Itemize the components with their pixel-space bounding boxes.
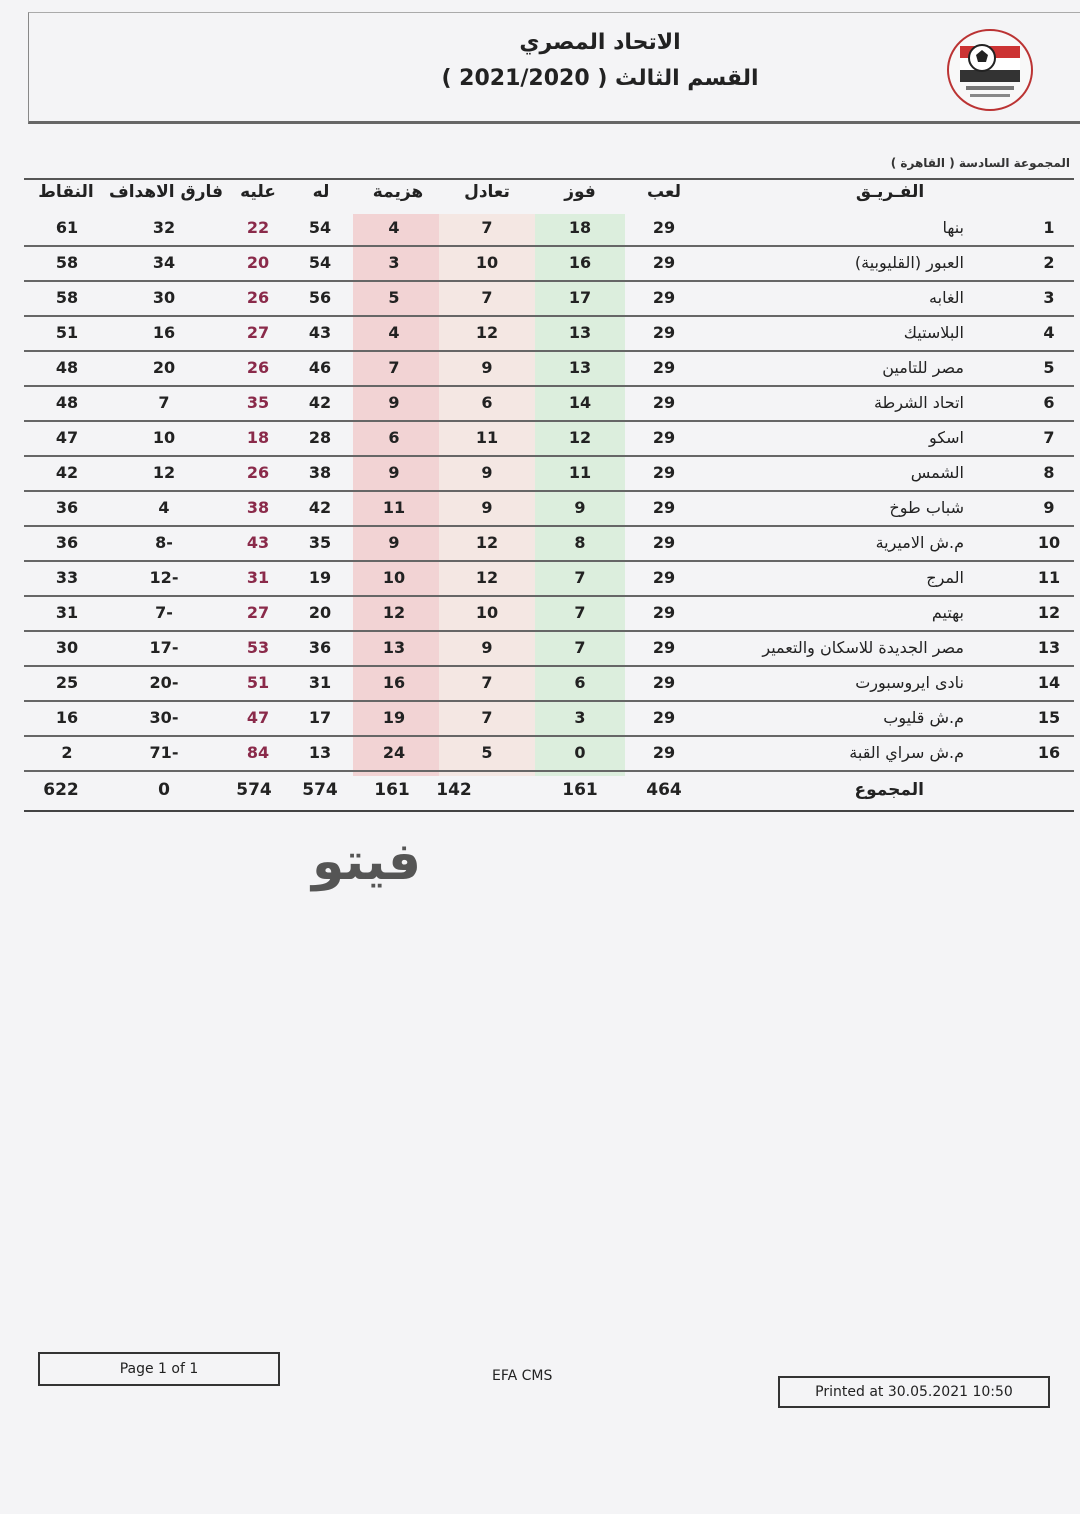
cell-gd: 12: [152, 463, 176, 482]
table-row: [24, 247, 1074, 282]
cell-team: المرج: [926, 568, 964, 587]
cell-for: 35: [308, 533, 332, 552]
cell-against: 18: [246, 428, 270, 447]
cell-team: نادى ايروسبورت: [855, 673, 964, 692]
cell-for: 54: [308, 253, 332, 272]
cell-draw: 12: [475, 533, 499, 552]
totals-for: 574: [302, 780, 338, 800]
cell-played: 29: [652, 463, 676, 482]
cell-gd: 7-: [155, 603, 173, 622]
printed-timestamp: Printed at 30.05.2021 10:50: [778, 1376, 1050, 1408]
cell-gd: 20: [152, 358, 176, 377]
cell-rank: 16: [1037, 743, 1061, 762]
cell-gd: 71-: [149, 743, 179, 762]
cell-against: 22: [246, 218, 270, 237]
cell-played: 29: [652, 253, 676, 272]
cell-pts: 33: [55, 568, 79, 587]
cell-lost: 10: [382, 568, 406, 587]
cell-pts: 25: [55, 673, 79, 692]
cell-won: 12: [568, 428, 592, 447]
page-title: الاتحاد المصري: [519, 30, 681, 55]
cell-lost: 5: [388, 288, 400, 307]
cell-draw: 10: [475, 603, 499, 622]
cell-lost: 24: [382, 743, 406, 762]
cell-rank: 6: [1043, 393, 1055, 412]
cell-against: 27: [246, 603, 270, 622]
cell-rank: 11: [1037, 568, 1061, 587]
cell-for: 46: [308, 358, 332, 377]
cell-team: العبور (القليوبية): [854, 253, 964, 272]
cell-played: 29: [652, 288, 676, 307]
col-header-draw: تعادل: [464, 182, 510, 202]
totals-won: 161: [562, 780, 598, 800]
cell-for: 38: [308, 463, 332, 482]
totals-goal-diff: 0: [158, 780, 170, 800]
cell-draw: 9: [481, 358, 493, 377]
cell-rank: 10: [1037, 533, 1061, 552]
cell-pts: 61: [55, 218, 79, 237]
cell-pts: 16: [55, 708, 79, 727]
efa-logo-icon: [946, 28, 1034, 112]
table-row: [24, 737, 1074, 772]
cell-won: 6: [574, 673, 586, 692]
cell-against: 43: [246, 533, 270, 552]
cell-team: بنها: [942, 218, 964, 237]
table-row: [24, 212, 1074, 247]
totals-draw: 142: [436, 780, 472, 800]
table-row: [24, 562, 1074, 597]
cell-played: 29: [652, 673, 676, 692]
cell-for: 19: [308, 568, 332, 587]
cell-won: 13: [568, 358, 592, 377]
cell-for: 56: [308, 288, 332, 307]
cell-played: 29: [652, 603, 676, 622]
cell-pts: 36: [55, 533, 79, 552]
cell-played: 29: [652, 428, 676, 447]
totals-points: 622: [43, 780, 79, 800]
cell-against: 84: [246, 743, 270, 762]
cell-draw: 9: [481, 638, 493, 657]
totals-against: 574: [236, 780, 272, 800]
cell-team: الشمس: [910, 463, 964, 482]
cell-lost: 19: [382, 708, 406, 727]
cell-won: 0: [574, 743, 586, 762]
col-header-points: النقاط: [38, 182, 94, 202]
cell-pts: 36: [55, 498, 79, 517]
cell-against: 26: [246, 288, 270, 307]
cell-played: 29: [652, 743, 676, 762]
cell-lost: 4: [388, 218, 400, 237]
cell-for: 54: [308, 218, 332, 237]
cell-draw: 7: [481, 288, 493, 307]
cell-for: 43: [308, 323, 332, 342]
cell-rank: 1: [1043, 218, 1055, 237]
cell-draw: 12: [475, 568, 499, 587]
cell-gd: 4: [158, 498, 170, 517]
cell-against: 26: [246, 358, 270, 377]
cell-won: 13: [568, 323, 592, 342]
cell-draw: 9: [481, 463, 493, 482]
cell-played: 29: [652, 393, 676, 412]
cell-gd: 32: [152, 218, 176, 237]
cell-won: 16: [568, 253, 592, 272]
cell-gd: 8-: [155, 533, 173, 552]
cell-team: اسكو: [929, 428, 964, 447]
cell-team: مصر الجديدة للاسكان والتعمير: [762, 638, 964, 657]
group-label: المجموعة السادسة ( القاهرة ): [890, 156, 1070, 170]
cell-rank: 8: [1043, 463, 1055, 482]
cell-lost: 6: [388, 428, 400, 447]
cell-won: 17: [568, 288, 592, 307]
cell-draw: 12: [475, 323, 499, 342]
table-row: [24, 387, 1074, 422]
cell-played: 29: [652, 218, 676, 237]
cell-rank: 13: [1037, 638, 1061, 657]
watermark: فيتو: [312, 832, 422, 892]
cell-played: 29: [652, 568, 676, 587]
cell-pts: 30: [55, 638, 79, 657]
cell-draw: 10: [475, 253, 499, 272]
table-row: [24, 702, 1074, 737]
cell-pts: 48: [55, 393, 79, 412]
cell-rank: 3: [1043, 288, 1055, 307]
table-row: [24, 632, 1074, 667]
cell-for: 28: [308, 428, 332, 447]
cell-won: 9: [574, 498, 586, 517]
cell-rank: 7: [1043, 428, 1055, 447]
cell-draw: 7: [481, 673, 493, 692]
cell-played: 29: [652, 498, 676, 517]
table-row: [24, 422, 1074, 457]
totals-played: 464: [646, 780, 682, 800]
cell-won: 14: [568, 393, 592, 412]
cell-against: 26: [246, 463, 270, 482]
cell-team: اتحاد الشرطة: [873, 393, 964, 412]
cell-played: 29: [652, 708, 676, 727]
cell-played: 29: [652, 533, 676, 552]
cell-pts: 47: [55, 428, 79, 447]
cell-lost: 4: [388, 323, 400, 342]
cell-won: 8: [574, 533, 586, 552]
totals-lost: 161: [374, 780, 410, 800]
page-indicator: Page 1 of 1: [38, 1352, 280, 1386]
cell-draw: 9: [481, 498, 493, 517]
cell-against: 27: [246, 323, 270, 342]
table-row: [24, 597, 1074, 632]
cell-gd: 12-: [149, 568, 179, 587]
cell-pts: 42: [55, 463, 79, 482]
totals-row: [24, 776, 1074, 812]
cell-rank: 12: [1037, 603, 1061, 622]
cell-draw: 7: [481, 708, 493, 727]
cell-gd: 34: [152, 253, 176, 272]
cell-team: البلاستيك: [903, 323, 964, 342]
cell-team: م.ش قليوب: [883, 708, 964, 727]
col-header-for: له: [312, 182, 330, 202]
cell-won: 7: [574, 603, 586, 622]
cell-draw: 5: [481, 743, 493, 762]
cell-lost: 9: [388, 393, 400, 412]
cell-lost: 12: [382, 603, 406, 622]
table-row: [24, 527, 1074, 562]
cell-draw: 7: [481, 218, 493, 237]
cell-gd: 20-: [149, 673, 179, 692]
cell-for: 36: [308, 638, 332, 657]
cell-against: 35: [246, 393, 270, 412]
cell-gd: 10: [152, 428, 176, 447]
cell-pts: 31: [55, 603, 79, 622]
cell-won: 3: [574, 708, 586, 727]
cell-won: 7: [574, 638, 586, 657]
cell-draw: 11: [475, 428, 499, 447]
cell-for: 13: [308, 743, 332, 762]
table-row: [24, 667, 1074, 702]
cell-against: 51: [246, 673, 270, 692]
cell-lost: 11: [382, 498, 406, 517]
cell-lost: 3: [388, 253, 400, 272]
cell-gd: 7: [158, 393, 170, 412]
totals-label: المجموع: [854, 780, 924, 800]
cell-won: 7: [574, 568, 586, 587]
table-row: [24, 317, 1074, 352]
cell-gd: 17-: [149, 638, 179, 657]
cell-team: مصر للتامين: [882, 358, 964, 377]
col-header-played: لعب: [647, 182, 681, 202]
cell-team: م.ش الاميرية: [875, 533, 964, 552]
table-row: [24, 282, 1074, 317]
table-top-border: [24, 178, 1074, 180]
cell-rank: 15: [1037, 708, 1061, 727]
table-row: [24, 492, 1074, 527]
cell-lost: 13: [382, 638, 406, 657]
cell-lost: 9: [388, 533, 400, 552]
page-subtitle: القسم الثالث ( 2021/2020 ): [441, 66, 759, 91]
cell-gd: 30: [152, 288, 176, 307]
cell-pts: 58: [55, 253, 79, 272]
cell-against: 47: [246, 708, 270, 727]
cell-for: 31: [308, 673, 332, 692]
cell-pts: 51: [55, 323, 79, 342]
cell-rank: 4: [1043, 323, 1055, 342]
cell-team: الغابه: [929, 288, 964, 307]
cell-against: 38: [246, 498, 270, 517]
cell-pts: 2: [61, 743, 73, 762]
cell-gd: 16: [152, 323, 176, 342]
cell-played: 29: [652, 638, 676, 657]
system-label: EFA CMS: [492, 1368, 553, 1384]
cell-against: 31: [246, 568, 270, 587]
cell-rank: 9: [1043, 498, 1055, 517]
table-row: [24, 457, 1074, 492]
cell-played: 29: [652, 358, 676, 377]
cell-pts: 48: [55, 358, 79, 377]
col-header-team: الفـريـق: [855, 182, 925, 202]
col-header-against: عليه: [240, 182, 276, 202]
cell-draw: 6: [481, 393, 493, 412]
cell-for: 17: [308, 708, 332, 727]
cell-rank: 5: [1043, 358, 1055, 377]
cell-against: 53: [246, 638, 270, 657]
cell-rank: 14: [1037, 673, 1061, 692]
table-row: [24, 352, 1074, 387]
cell-team: شباب طوخ: [889, 498, 964, 517]
cell-lost: 16: [382, 673, 406, 692]
cell-gd: 30-: [149, 708, 179, 727]
cell-lost: 7: [388, 358, 400, 377]
col-header-goal-diff: فارق الاهداف: [108, 182, 224, 202]
cell-rank: 2: [1043, 253, 1055, 272]
cell-for: 42: [308, 393, 332, 412]
cell-pts: 58: [55, 288, 79, 307]
cell-team: بهتيم: [931, 603, 964, 622]
cell-won: 11: [568, 463, 592, 482]
cell-lost: 9: [388, 463, 400, 482]
cell-team: م.ش سراي القبة: [849, 743, 964, 762]
cell-against: 20: [246, 253, 270, 272]
cell-won: 18: [568, 218, 592, 237]
col-header-won: فوز: [564, 182, 596, 202]
cell-for: 42: [308, 498, 332, 517]
cell-played: 29: [652, 323, 676, 342]
col-header-lost: هزيمة: [372, 182, 424, 202]
cell-for: 20: [308, 603, 332, 622]
